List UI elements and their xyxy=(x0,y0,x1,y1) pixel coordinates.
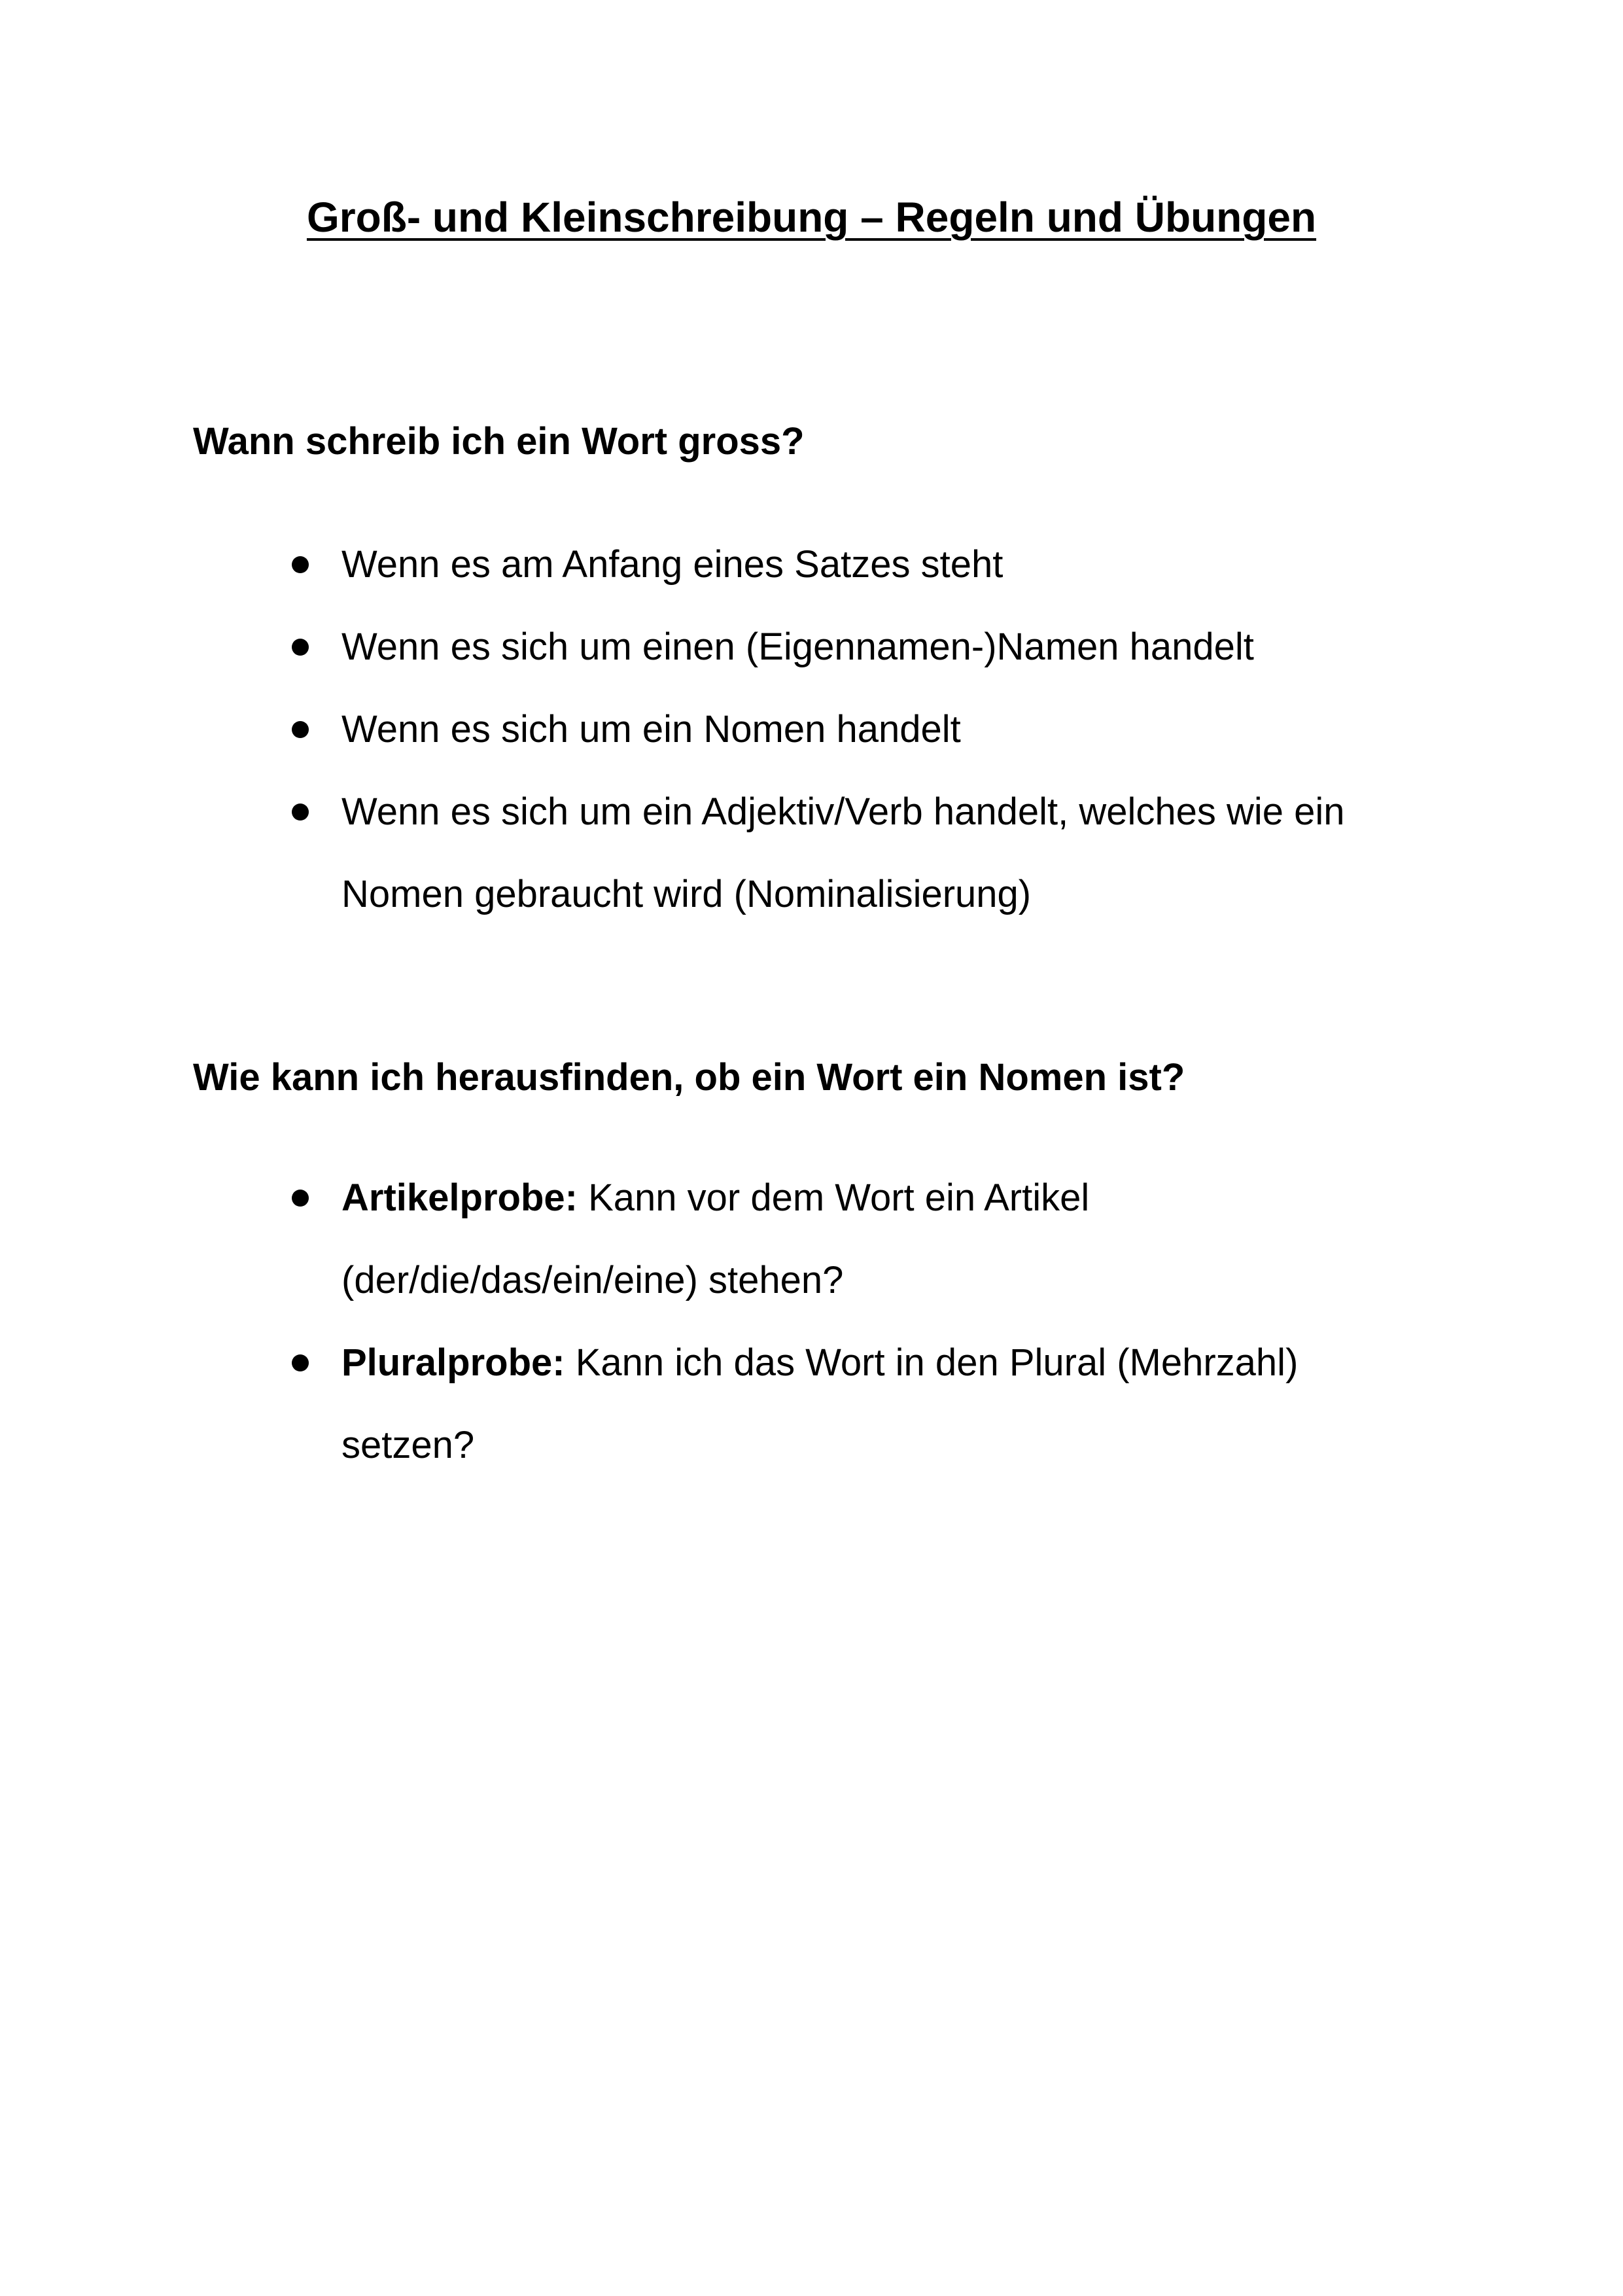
list-item-text: Kann vor dem Wort ein Artikel (der/die/das/ein/eine) stehen? xyxy=(341,1176,1090,1301)
list-item xyxy=(0,771,1623,936)
rules-list xyxy=(0,523,1623,936)
list-item-text: Kann ich das Wort in den Plural (Mehrzahl) setzen? xyxy=(341,1341,1299,1466)
bullet-icon xyxy=(292,639,309,656)
list-item-text: Wenn es sich um einen (Eigennamen-)Namen handelt xyxy=(341,626,1254,668)
bullet-icon xyxy=(292,1354,309,1371)
bullet-icon xyxy=(292,721,309,738)
list-item-text: Wenn es am Anfang eines Satzes steht xyxy=(341,543,1003,586)
list-item xyxy=(0,1322,1623,1487)
list-item xyxy=(0,1157,1623,1322)
tests-list xyxy=(0,1157,1623,1487)
list-item-text: Wenn es sich um ein Nomen handelt xyxy=(341,708,961,751)
bullet-icon xyxy=(292,804,309,821)
list-item xyxy=(0,523,1623,606)
page-title: Groß- und Kleinschreibung – Regeln und Übungen xyxy=(306,194,1317,241)
list-item-label: Artikelprobe: xyxy=(341,1176,578,1219)
section-heading-capitalization: Wann schreib ich ein Wort gross? xyxy=(193,420,805,463)
list-item-text: Wenn es sich um ein Adjektiv/Verb handelt, welches wie ein Nomen gebraucht wird (Nominalisierung) xyxy=(341,790,1345,915)
list-item xyxy=(0,688,1623,771)
bullet-icon xyxy=(292,556,309,573)
list-item-label: Pluralprobe: xyxy=(341,1341,565,1384)
section-heading-noun-test: Wie kann ich herausfinden, ob ein Wort ein Nomen ist? xyxy=(193,1056,1185,1099)
bullet-icon xyxy=(292,1190,309,1207)
list-item xyxy=(0,606,1623,688)
